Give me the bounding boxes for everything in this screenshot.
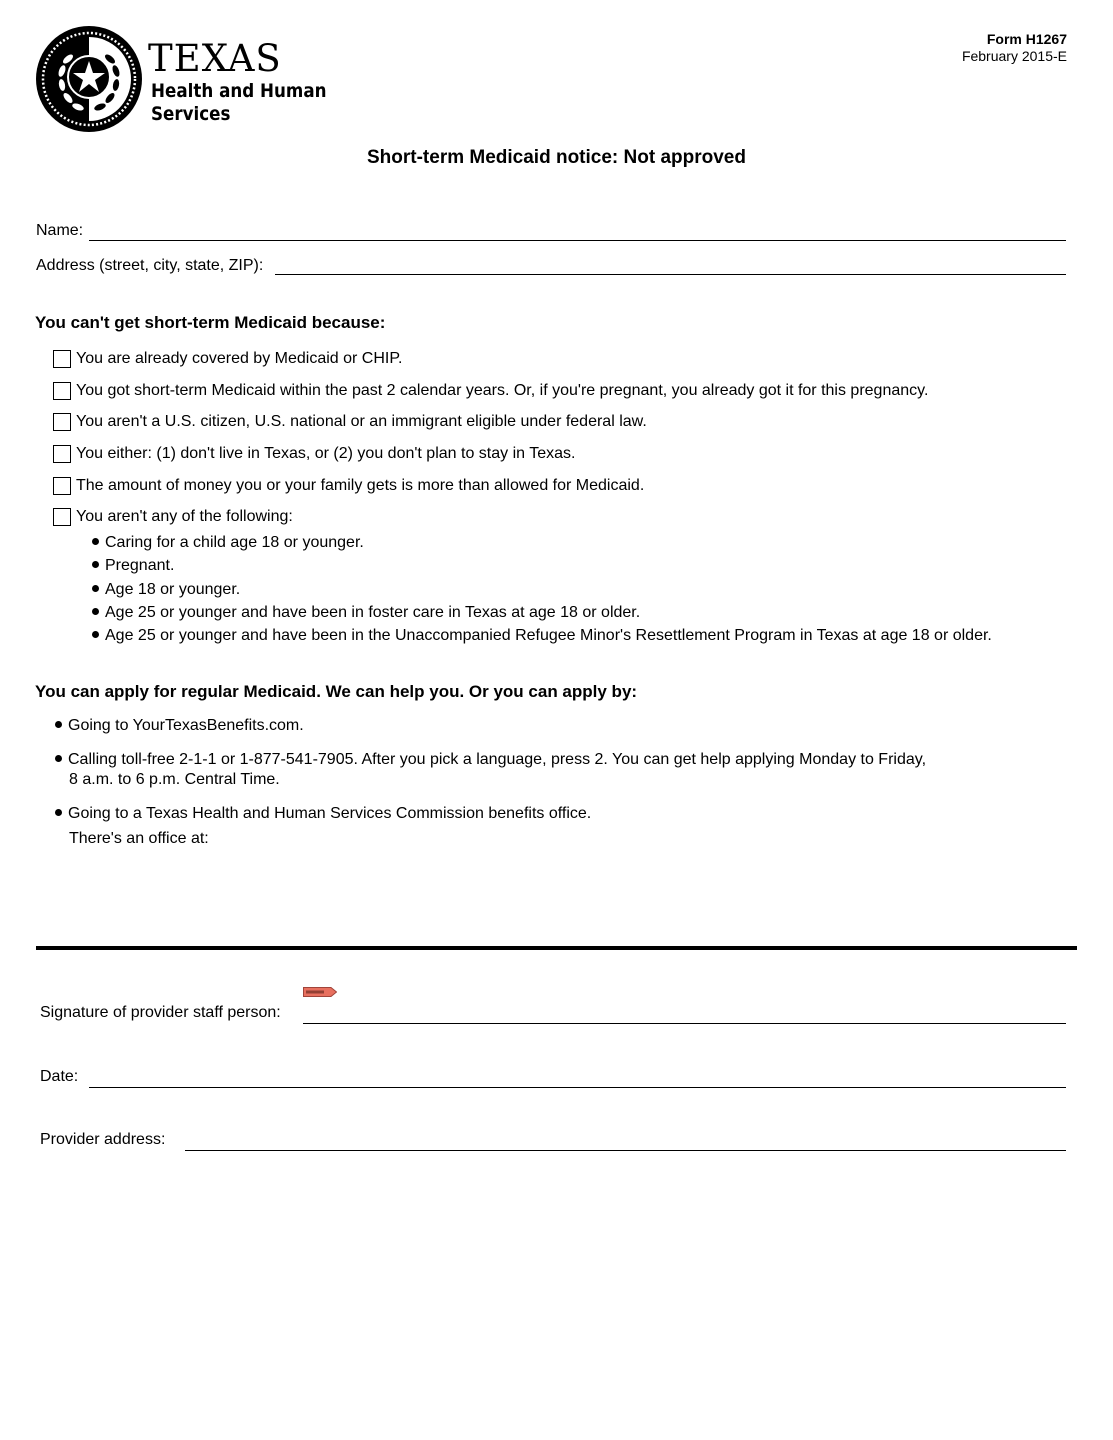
bullet-icon — [92, 561, 99, 568]
apply-item — [55, 805, 591, 823]
reason-label: You either: (1) don't live in Texas, or (2) you don't plan to stay in Texas. — [76, 445, 576, 462]
logo-subtitle-line2: Services — [151, 103, 231, 125]
sub-item-text: Age 25 or younger and have been in foster care in Texas at age 18 or older. — [105, 604, 641, 621]
reason-item — [53, 508, 293, 526]
apply-item-continuation: 8 a.m. to 6 p.m. Central Time. — [69, 771, 280, 788]
apply-item-text: Calling toll-free 2-1-1 or 1-877-541-7905. After you pick a language, press 2. You can get help applying Monday to Friday, — [68, 751, 927, 768]
reason-checkbox[interactable] — [53, 445, 71, 463]
form-id — [962, 31, 1067, 65]
sub-item — [92, 534, 364, 552]
logo-subtitle — [151, 80, 327, 126]
reason-checkbox[interactable] — [53, 413, 71, 431]
sub-item-text: Pregnant. — [105, 557, 175, 574]
logo-subtitle-line1: Health and Human — [151, 80, 327, 102]
bullet-icon — [92, 608, 99, 615]
reason-label: You aren't any of the following: — [76, 508, 293, 525]
provider-address-field[interactable] — [185, 1150, 1066, 1151]
apply-item — [55, 751, 926, 769]
sub-item — [92, 604, 640, 622]
reason-label: The amount of money you or your family gets is more than allowed for Medicaid. — [76, 477, 645, 494]
reason-checkbox[interactable] — [53, 508, 71, 526]
sub-item-text: Caring for a child age 18 or younger. — [105, 534, 364, 551]
sign-here-flag-icon — [303, 987, 337, 997]
reason-item — [53, 477, 644, 495]
reason-checkbox[interactable] — [53, 382, 71, 400]
reason-label: You got short-term Medicaid within the past 2 calendar years. Or, if you're pregnant, you already got it for this pregnancy. — [76, 382, 929, 399]
bullet-icon — [55, 721, 62, 728]
signature-field[interactable] — [303, 1023, 1066, 1024]
sub-item — [92, 627, 992, 645]
section-divider — [36, 946, 1077, 950]
name-label: Name: — [36, 222, 84, 239]
reason-checkbox[interactable] — [53, 477, 71, 495]
bullet-icon — [92, 538, 99, 545]
name-field[interactable] — [89, 240, 1066, 241]
reason-item — [53, 413, 647, 431]
reason-item — [53, 350, 402, 368]
apply-item — [55, 717, 304, 735]
reason-label: You are already covered by Medicaid or CHIP. — [76, 350, 403, 367]
bullet-icon — [55, 755, 62, 762]
apply-heading: You can apply for regular Medicaid. We can help you. Or you can apply by: — [35, 682, 638, 701]
date-label: Date: — [40, 1068, 79, 1085]
reason-label: You aren't a U.S. citizen, U.S. national or an immigrant eligible under federal law. — [76, 413, 647, 430]
sub-item-text: Age 25 or younger and have been in the Unaccompanied Refugee Minor's Resettlement Program in Texas at age 18 or older. — [105, 627, 992, 644]
sub-item — [92, 581, 240, 599]
apply-item-text: Going to a Texas Health and Human Services Commission benefits office. — [68, 805, 592, 822]
texas-seal-icon — [34, 24, 144, 134]
address-label: Address (street, city, state, ZIP): — [36, 257, 264, 274]
reason-checkbox[interactable] — [53, 350, 71, 368]
logo-wordmark: TEXAS — [148, 37, 282, 80]
provider-address-label: Provider address: — [40, 1131, 166, 1148]
page-title: Short-term Medicaid notice: Not approved — [367, 147, 746, 168]
bullet-icon — [92, 631, 99, 638]
bullet-icon — [92, 585, 99, 592]
date-field[interactable] — [89, 1087, 1066, 1088]
reasons-heading: You can't get short-term Medicaid because: — [35, 313, 386, 332]
office-label: There's an office at: — [69, 830, 209, 847]
reason-item — [53, 382, 928, 400]
bullet-icon — [55, 809, 62, 816]
form-date: February 2015-E — [961, 48, 1067, 64]
sub-item-text: Age 18 or younger. — [105, 581, 241, 598]
reason-item — [53, 445, 575, 463]
sub-item — [92, 557, 174, 575]
form-number: Form H1267 — [986, 31, 1067, 47]
address-field[interactable] — [275, 274, 1066, 275]
signature-label: Signature of provider staff person: — [40, 1004, 281, 1021]
apply-item-text: Going to YourTexasBenefits.com. — [68, 717, 304, 734]
